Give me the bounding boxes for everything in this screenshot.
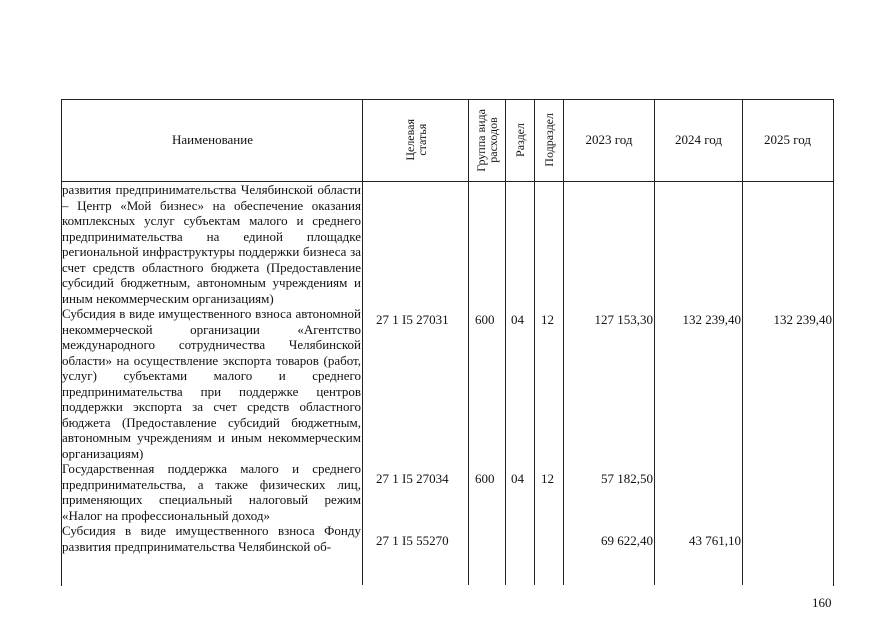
name-column <box>62 182 361 554</box>
header-section: Раздел <box>513 123 527 157</box>
row-1-section: 04 <box>511 312 524 327</box>
row-1-target: 27 1 I5 27031 <box>376 312 449 327</box>
header-2023: 2023 год <box>585 132 633 147</box>
row-1-subsection: 12 <box>541 312 554 327</box>
row-1-2023: 127 153,30 <box>594 312 653 327</box>
row-3-target: 27 1 I5 55270 <box>376 533 449 548</box>
row-2-name: Субсидия в виде имущественного взноса автономной некоммерческой организации «Агентство международного сотрудничества Челябинской области» на осуществление экспорта товаров (работ, услуг) субъектами малого и среднего предпринимательства при поддержке центров поддержки экспорта за счет средств областного бюджета (Предоставление субсидий бюджетным, автономным учреждениям и иным некоммерческим организациям) <box>62 306 361 461</box>
header-name: Наименование <box>172 132 253 147</box>
header-2024: 2024 год <box>675 132 722 147</box>
row-2-subsection: 12 <box>541 471 554 486</box>
header-group: Группа вида расходов <box>474 108 500 172</box>
header-2025: 2025 год <box>764 132 811 147</box>
row-2-group: 600 <box>475 471 495 486</box>
row-3-2023: 69 622,40 <box>601 533 653 548</box>
header-subsection: Подраздел <box>542 113 556 167</box>
row-1-group: 600 <box>475 312 495 327</box>
row-2-section: 04 <box>511 471 524 486</box>
header-target: Целевая статья <box>402 119 429 161</box>
row-1-name: развития предпринимательства Челябинской области – Центр «Мой бизнес» на обеспечение оказания комплексных услуг субъектам малого и среднего предпринимательства на единой площадке региональной инфраструктуры поддержки бизнеса за счет средств областного бюджета (Предоставление субсидий бюджетным, автономным учреждениям и иным некоммерческим организациям) <box>62 182 361 306</box>
row-1-2024: 132 239,40 <box>682 312 741 327</box>
row-3-2024: 43 761,10 <box>689 533 741 548</box>
page-number: 160 <box>812 595 832 610</box>
row-1-2025: 132 239,40 <box>773 312 832 327</box>
row-3-name: Государственная поддержка малого и среднего предпринимательства, а также физических лиц, применяющих специальный налоговый режим «Налог на профессиональный доход» <box>62 461 361 523</box>
row-2-2023: 57 182,50 <box>601 471 653 486</box>
row-2-target: 27 1 I5 27034 <box>376 471 449 486</box>
row-4-name: Субсидия в виде имущественного взноса Фонду развития предпринимательства Челябинской об- <box>62 523 361 554</box>
